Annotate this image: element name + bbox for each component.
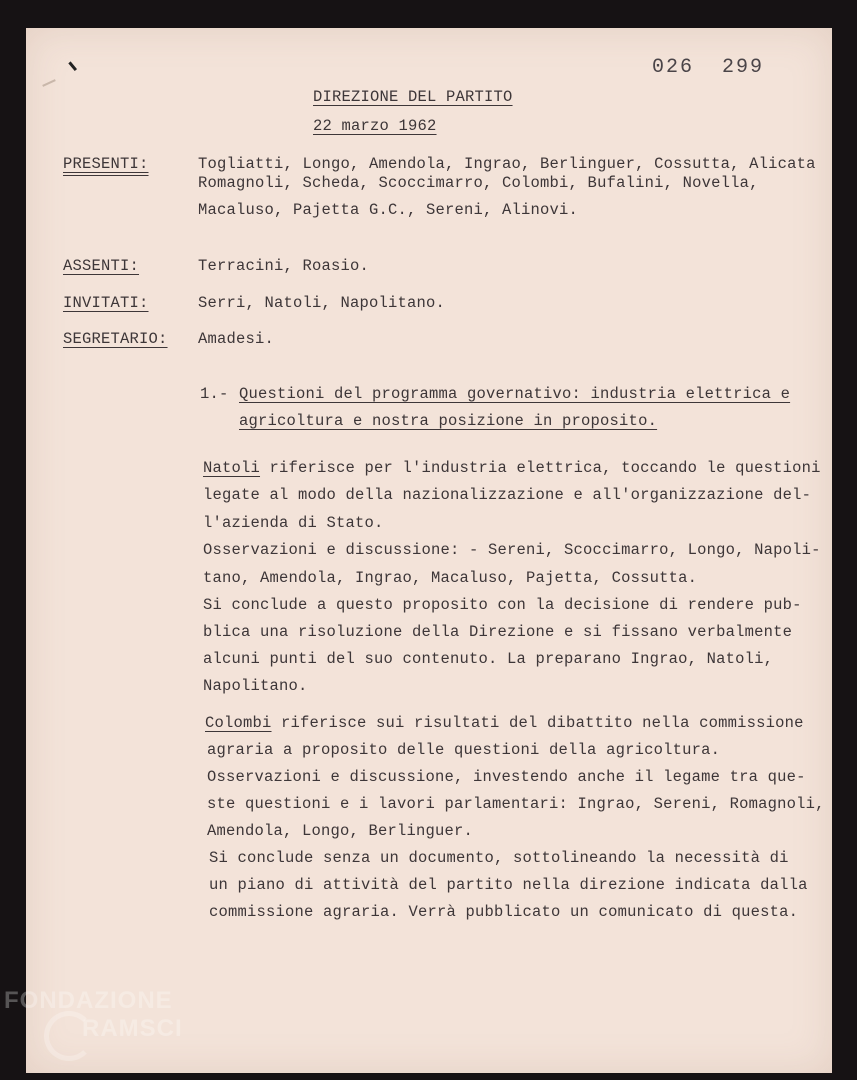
paragraph-line: ste questioni e i lavori parlamentari: Ingrao, Sereni, Romagnoli, (207, 795, 825, 813)
presenti-line: Togliatti, Longo, Amendola, Ingrao, Berlinguer, Cossutta, Alicata (198, 155, 816, 173)
paragraph-line: Osservazioni e discussione: - Sereni, Scoccimarro, Longo, Napoli- (203, 541, 821, 559)
paragraph-line: Si conclude a questo proposito con la decisione di rendere pub- (203, 596, 802, 614)
paragraph-line: Osservazioni e discussione, investendo anche il legame tra que- (207, 768, 806, 786)
fondazione-gramsci-watermark (4, 985, 224, 1075)
item-number: 1.- (200, 385, 229, 403)
invitati-value: Serri, Natoli, Napolitano. (198, 294, 446, 312)
speaker-name: Natoli (203, 459, 261, 477)
document-number: 026 299 (652, 56, 765, 79)
document-date: 22 marzo 1962 (313, 117, 437, 135)
presenti-line: Romagnoli, Scheda, Scoccimarro, Colombi, Bufalini, Novella, (198, 174, 759, 192)
paragraph-line: alcuni punti del suo contenuto. La preparano Ingrao, Natoli, (203, 650, 774, 668)
document-title: DIREZIONE DEL PARTITO (313, 88, 513, 106)
paragraph-first-line (205, 716, 804, 732)
segretario-label: SEGRETARIO: (63, 330, 168, 348)
watermark-line: RAMSCI (82, 1015, 183, 1042)
paragraph-line: un piano di attività del partito nella direzione indicata dalla (209, 876, 808, 894)
presenti-label: PRESENTI: (63, 155, 149, 173)
paragraph-line: commissione agraria. Verrà pubblicato un comunicato di questa. (209, 903, 799, 921)
assenti-label: ASSENTI: (63, 257, 140, 275)
paragraph-line: Amendola, Longo, Berlinguer. (207, 822, 474, 840)
paragraph-line: agraria a proposito delle questioni della agricoltura. (207, 741, 721, 759)
assenti-value: Terracini, Roasio. (198, 257, 370, 275)
paragraph-line: tano, Amendola, Ingrao, Macaluso, Pajetta, Cossutta. (203, 569, 698, 587)
presenti-line: Macaluso, Pajetta G.C., Sereni, Alinovi. (198, 201, 579, 219)
paragraph-line: blica una risoluzione della Direzione e si fissano verbalmente (203, 623, 793, 641)
paragraph-line: l'azienda di Stato. (203, 514, 384, 532)
paragraph-line: Si conclude senza un documento, sottolineando la necessità di (209, 849, 789, 867)
paragraph-line: legate al modo della nazionalizzazione e all'organizzazione del- (203, 486, 812, 504)
watermark-line: FONDAZIONE (4, 987, 173, 1014)
paragraph-text: riferisce sui risultati del dibattito nella commissione (271, 714, 804, 732)
speaker-name: Colombi (205, 714, 272, 732)
item-heading-line: agricoltura e nostra posizione in proposito. (239, 412, 658, 430)
segretario-value: Amadesi. (198, 330, 275, 348)
paragraph-line: Napolitano. (203, 677, 308, 695)
paragraph-first-line (203, 461, 821, 477)
invitati-label: INVITATI: (63, 294, 149, 312)
paragraph-text: riferisce per l'industria elettrica, toccando le questioni (260, 459, 821, 477)
item-heading-line: Questioni del programma governativo: industria elettrica e (239, 385, 791, 403)
